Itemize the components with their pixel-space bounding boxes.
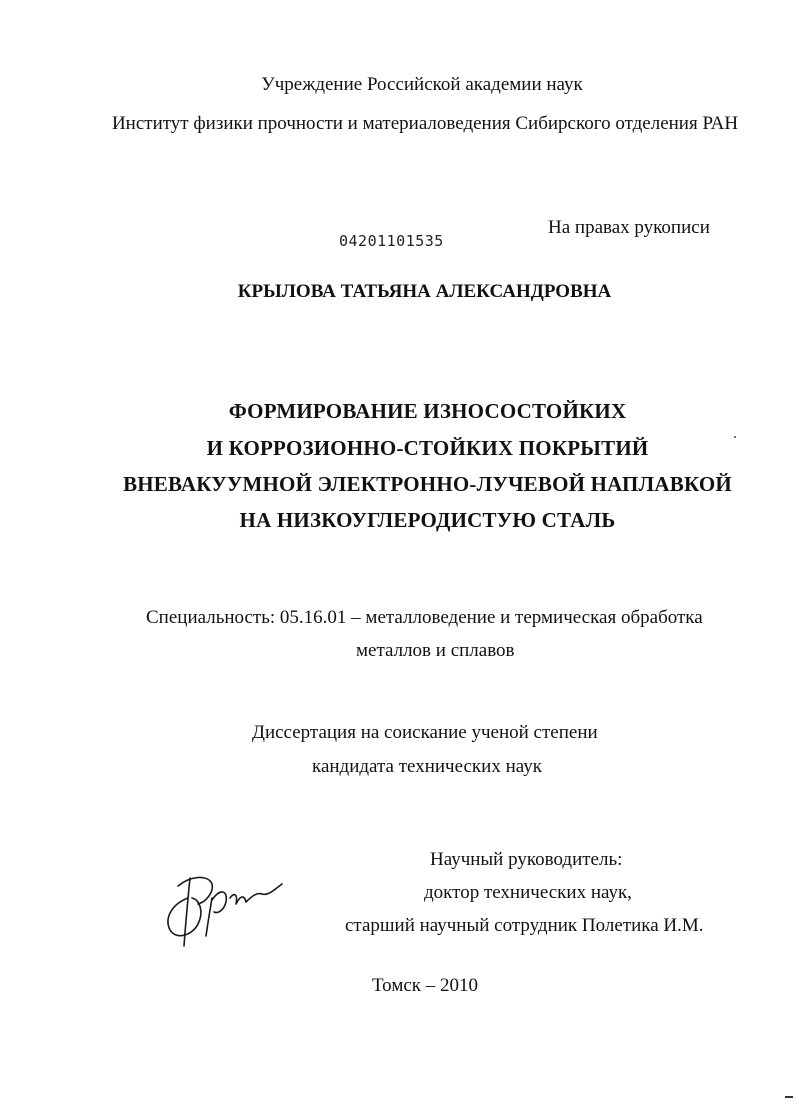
dissertation-line-2: кандидата технических наук — [312, 756, 542, 777]
manuscript-rights-note: На правах рукописи — [548, 217, 710, 238]
specialty-line-2: металлов и сплавов — [356, 640, 515, 661]
registration-code: 04201101535 — [339, 232, 444, 250]
scan-speck — [734, 436, 736, 438]
handwritten-signature — [150, 858, 290, 948]
institute-name: Институт физики прочности и материаловедения Сибирского отделения РАН — [111, 113, 739, 134]
city-year: Томск – 2010 — [372, 975, 479, 996]
title-line-3: ВНЕВАКУУМНОЙ ЭЛЕКТРОННО-ЛУЧЕВОЙ НАПЛАВКОЙ — [123, 472, 732, 496]
title-line-2: И КОРРОЗИОННО-СТОЙКИХ ПОКРЫТИЙ — [206, 436, 649, 460]
specialty-line-1: Специальность: 05.16.01 – металловедение и термическая обработка — [146, 607, 703, 628]
dissertation-line-1: Диссертация на соискание ученой степени — [252, 722, 598, 743]
title-line-1: ФОРМИРОВАНИЕ ИЗНОСОСТОЙКИХ — [228, 399, 627, 423]
supervisor-heading: Научный руководитель: — [430, 849, 623, 870]
title-line-4: НА НИЗКОУГЛЕРОДИСТУЮ СТАЛЬ — [239, 508, 616, 532]
organization-name: Учреждение Российской академии наук — [261, 74, 583, 95]
supervisor-degree: доктор технических наук, — [424, 882, 632, 903]
supervisor-name: старший научный сотрудник Полетика И.М. — [345, 915, 704, 936]
author-name: КРЫЛОВА ТАТЬЯНА АЛЕКСАНДРОВНА — [237, 281, 612, 302]
scan-edge-mark — [785, 1096, 793, 1098]
